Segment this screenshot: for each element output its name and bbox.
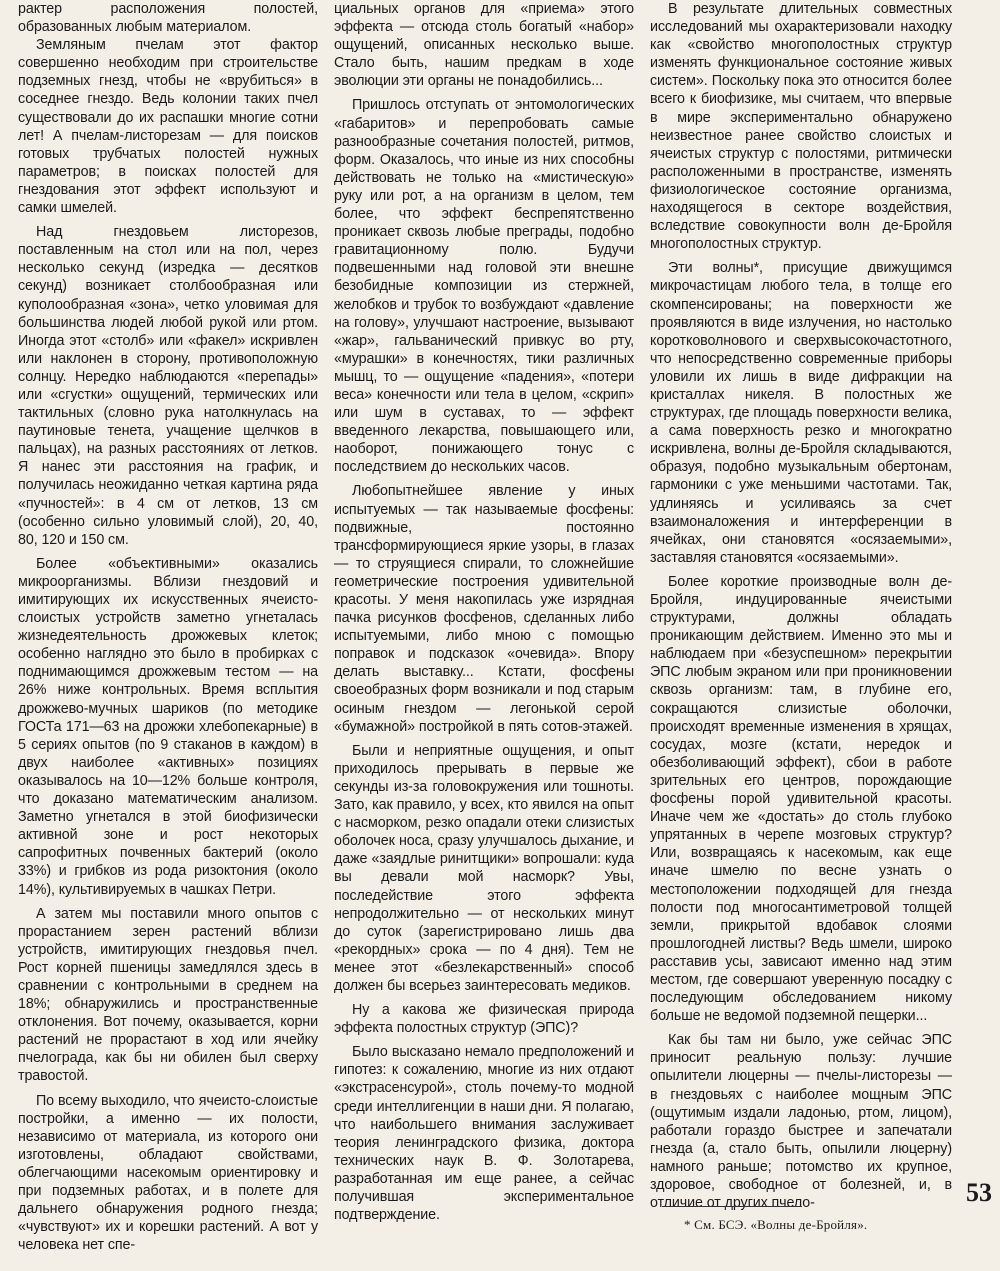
paragraph: рактер расположения полостей, образованных любым материалом. <box>18 1 318 36</box>
page-number: 53 <box>966 1178 992 1207</box>
paragraph: Пришлось отступать от энтомологических «габаритов» и перепробовать самые разнообразные сочетания полостей, ритмов, форм. Оказалось, что иные из них способны действовать не только на «мистическую» руку или рот, а на организм в целом, тем более, что эффект беспрепятственно проникает сквозь любые преграды, подобно гравитационному полю. Будучи подвешенными над головой эти внешне безобидные композиции из стержней, желобков и трубок то возбуждают «давление на голову», улучшают настроение, вызывают «жар», гальванический привкус во рту, «мурашки» в конечностях, тики различных мышц, то — ощущение «падения», «потери веса» конечности или тела в целом, «скрип» или шум в суставах, то — эффект введенного лекарства, повышающего или, наоборот, понижающего тонус с последствием до нескольких часов. <box>334 97 634 476</box>
footnote-divider <box>662 1206 802 1207</box>
paragraph: Как бы там ни было, уже сейчас ЭПС приносит реальную пользу: лучшие опылители люцерны — пчелы-листорезы — в гнездовьях с наиболее мощным ЭПС (ощутимым издали ладонью, ртом, лицом), работали гораздо быстрее и запечатали гнезда (а, стало быть, опылили люцерну) намного раньше; потомство их крупное, здоровое, свободное от болезней, и, в отличие от других пчело- <box>650 1032 952 1212</box>
paragraph: Над гнездовьем листорезов, поставленным на стол или на пол, через несколько секунд (изредка — десятков секунд) возникает столбообразная или куполообразная «зона», четко уловимая для большинства людей любой рукой или ртом. Иногда этот «столб» или «факел» искривлен или наклонен в сторону, противоположную солнцу. Нередко наблюдаются «перепады» или «сгустки» ощущений, термических или тактильных (словно рука натолкнулась на паутиновые тенета, учащение щелчков в пальцах), на разных расстояниях от летков. Я нанес эти расстояния на график, и получилась неожиданно четкая картина ряда «пучностей»: в 4 см от летков, 13 см (особенно сильно уловимый слой), 20, 40, 80, 120 и 150 см. <box>18 224 318 548</box>
paragraph: Любопытнейшее явление у иных испытуемых — так называемые фосфены: подвижные, постоянно трансформирующиеся яркие узоры, в глазах — то струящиеся спирали, то сложнейшие геометрические построения удивительной красоты. У меня накопилась уже изрядная пачка рисунков фосфенов, сделанных либо испытуемыми, либо мною с помощью поправок и подсказок «очевида». Впору делать выставку... Кстати, фосфены своеобразных форм возникали и под старым осиным гнездом — легонькой серой «бумажной» постройкой в пять сотов-этажей. <box>334 483 634 735</box>
paragraph: Было высказано немало предположений и гипотез: к сожалению, многие из них отдают «экстрасенсурой», столь почему-то модной среди интеллигенции в наши дни. Я полагаю, что наибольшего внимания заслуживает теория ленинградского физика, доктора технических наук В. Ф. Золотарева, разработанная им еще ранее, а сейчас получившая экспериментальное подтверждение. <box>334 1044 634 1224</box>
text-column-right <box>650 0 952 1212</box>
paragraph: По всему выходило, что ячеисто-слоистые постройки, а именно — их полости, независимо от материала, из которого они изготовлены, обладают свойствами, облегчающими насекомым ориентировку и при подземных работах, и в полете для дальнего обнаружения родного гнезда; «чувствуют» их и корешки растений. А вот у человека нет спе- <box>18 1092 318 1254</box>
paragraph: циальных органов для «приема» этого эффекта — отсюда столь богатый «набор» ощущений, описанных несколько выше. Стало быть, нашим предкам в ходе эволюции эти органы не понадобились... <box>334 1 634 90</box>
paragraph: В результате длительных совместных исследований мы охарактеризовали находку как «свойство многополостных структур изменять функциональное состояние живых систем». Поскольку пока это относится более всего к биофизике, мы считаем, что впервые в мире экспериментально обнаружено неизвестное ранее свойство слоистых и ячеистых структур с полостями, ритмически расположенными в пространстве, изменять физиологическое состояние организма, находящегося в секторе воздействия, вследствие совокупности волн де-Бройля многополостных структур. <box>650 1 952 253</box>
footnote: * См. БСЭ. «Волны де-Бройля». <box>684 1217 868 1232</box>
text-column-left <box>18 0 318 1254</box>
paragraph: Более короткие производные волн де-Бройля, индуцированные ячеистыми структурами, должны обладать проникающим действием. Именно это мы и наблюдаем при «безуспешном» перекрытии ЭПС любым экраном или при проникновении сквозь организм: там, в глубине его, сокращаются слизистые оболочки, происходят временные изменения в хрящах, сосудах, мозге (кстати, нередок и обезболивающий эффект), сбои в работе зрительных его центров, порождающие фосфены порой удивительной красоты. Иначе чем же «достать» до столь глубоко упрятанных в черепе мозговых структур? Или, возвращаясь к насекомым, как еще иначе шмелю по весне узнать о местоположении подходящей для гнезда полости под многосантиметровой толщей земли, прикрытой вдобавок слоями прошлогодней листвы? Ведь шмели, широко расставив усы, зависают именно над этим местом, где совершают уверенную посадку с последующим обследованием никому больше не ведомой подземной пещерки... <box>650 573 952 1025</box>
paragraph: А затем мы поставили много опытов с прорастанием зерен растений вблизи устройств, имитирующих гнездовья пчел. Рост корней пшеницы замедлялся здесь в сравнении с контрольными в среднем на 18%; обнаружились и пространственные отклонения. Вот почему, оказывается, корни растений не прорастают в ход или ячейку пчелограда, как бы ни обилен был сверху травостой. <box>18 905 318 1085</box>
paragraph: Ну а какова же физическая природа эффекта полостных структур (ЭПС)? <box>334 1002 634 1037</box>
paragraph: Были и неприятные ощущения, и опыт приходилось прерывать в первые же секунды из-за головокружения или тошноты. Зато, как правило, у всех, кто явился на опыт с насморком, резко опадали отеки слизистых оболочек носа, сразу улучшалось дыхание, и даже «заядлые ринитщики» вопрошали: куда вы девали мой насморк? Увы, последействие этого эффекта непродолжительно — от нескольких минут до суток (зарегистрировано лишь два «рекордных» срока — по 4 дня). Тем не менее этот «безлекарственный» способ должен бы всерьез заинтересовать медиков. <box>334 742 634 994</box>
paragraph: Земляным пчелам этот фактор совершенно необходим при строительстве подземных гнезд, чтобы не «врубиться» в соседнее гнездо. Ведь колонии таких пчел существовали до их распашки многие сотни лет! А пчелам-листорезам — для поисков готовых трубчатых полостей нужных параметров; в поисках полостей для гнездования этот эффект используют и самки шмелей. <box>18 37 318 217</box>
text-column-middle <box>334 0 634 1224</box>
paragraph: Эти волны*, присущие движущимся микрочастицам любого тела, в толще его скомпенсированы; на поверхности же проявляются в виде излучения, но настолько коротковолнового и сверхвысокочастотного, что непосредственно современные приборы уловили их лишь в виде дифракции на кристаллах никеля. В полостных же структурах, где площадь поверхности велика, а сама поверхность резко и многократно искривлена, волны де-Бройля складываются, образуя, подобно музыкальным обертонам, гармоники с уже меньшими частотами. Так, удлиняясь и усиливаясь за счет взаимоналожения и интерференции в ячейках, они становятся «осязаемыми», заставляя становятся «осязаемыми». <box>650 260 952 566</box>
paragraph: Более «объективными» оказались микроорганизмы. Вблизи гнездовий и имитирующих их искусственных ячеисто-слоистых устройств заметно угнеталась жизнедеятельность дрожжевых клеток; особенно наглядно это было в пробирках с поднимающимся дрожжевым тестом — на 26% ниже контрольных. Время всплытия дрожжево-мучных шариков (по методике ГОСТа 171—63 на дрожжи хлебопекарные) в 5 сериях опытов (по 9 стаканов в каждом) в двух наиболее «активных» позициях оказывалось на 10—12% больше контроля, что доказано математическим анализом. Заметно угнетался в этой биофизически активной зоне и рост некоторых сапрофитных почвенных бактерий (около 33%) и грибков из рода ризоктония (около 14%), культивируемых в чашках Петри. <box>18 555 318 898</box>
